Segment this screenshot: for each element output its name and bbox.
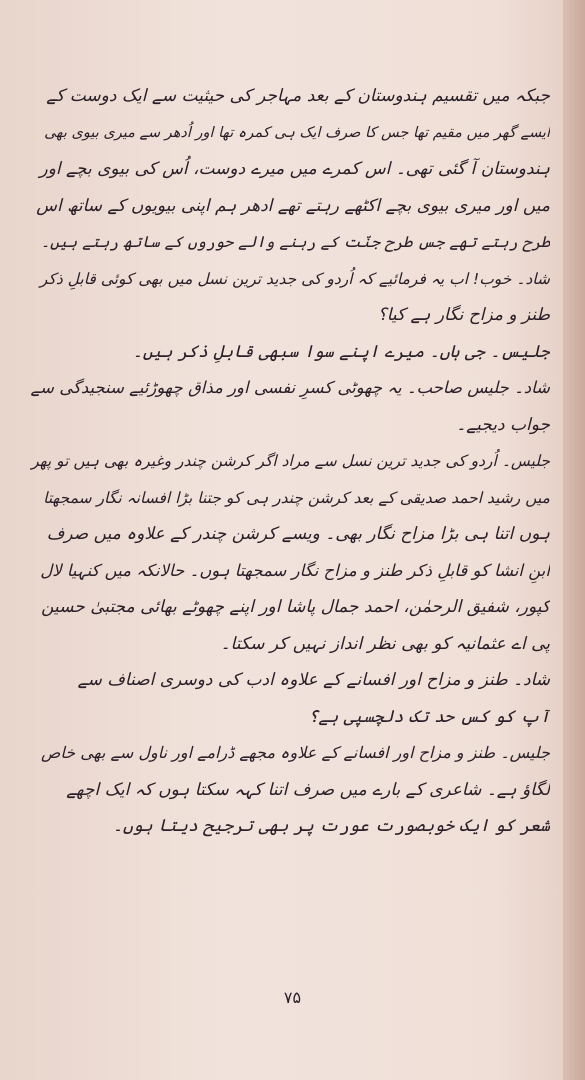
text-line: طنز و مزاح نگار ہے کیا؟ (377, 305, 550, 325)
text-line: کپور، شفیق الرحمٰن، احمد جمال پاشا اور اپنے چھوٹے بھائی مجتبیٰ حسین (41, 597, 550, 617)
text-line: شاد۔ طنز و مزاح اور افسانے کے علاوہ ادب کی دوسری اصناف سے (77, 670, 550, 690)
text-line: جلیس۔ اُردو کی جدید ترین نسل سے مراد اگر کرشن چندر وغیرہ بھی ہیں تو پھر (31, 452, 550, 470)
text-line: جبکہ میں تقسیم ہندوستان کے بعد مہاجر کی حیثیت سے ایک دوست کے (46, 86, 550, 106)
text-line: میں اور میری بیوی بچے اکٹھے رہتے تھے ادھر ہم اپنی بیویوں کے ساتھ اس (36, 195, 550, 216)
page-number: ۷۵ (283, 988, 302, 1007)
text-line: پی اے عثمانیہ کو بھی نظر انداز نہیں کر سکتا۔ (220, 633, 550, 654)
text-line: ہوں اتنا ہی بڑا مزاح نگار بھی۔ ویسے کرشن چندر کے علاوہ میں صرف (46, 524, 550, 544)
page-text (30, 78, 550, 845)
text-line: شعر کو ایک خوبصورت عورت پر بھی ترجیح دیتا ہوں۔ (112, 816, 550, 836)
text-line: جواب دیجیے۔ (456, 414, 550, 435)
text-line: لگاؤ ہے۔ شاعری کے بارے میں صرف اتنا کہہ سکتا ہوں کہ ایک اچھے (66, 779, 550, 800)
text-line: آپ کو کس حد تک دلچسپی ہے؟ (308, 706, 550, 727)
book-spine-edge (563, 0, 585, 1080)
text-line: ابنِ انشا کو قابلِ ذکر طنز و مزاح نگار سمجھتا ہوں۔ حالانکہ میں کنہیا لال (40, 560, 550, 580)
text-line: ہندوستان آ گئی تھی۔ اس کمرے میں میرے دوست، اُس کی بیوی بچے اور (39, 159, 550, 179)
text-line: میں رشید احمد صدیقی کے بعد کرشن چندر ہی کو جتنا بڑا افسانہ نگار سمجھتا (43, 488, 550, 507)
text-line: جلیس۔ جی ہاں۔ میرے اپنے سوا سبھی قابلِ ذکر ہیں۔ (132, 341, 550, 362)
text-line: طرح رہتے تھے جس طرح جنّت کے رہنے والے حوروں کے ساتھ رہتے ہیں۔ (40, 233, 550, 251)
text-line: ایسے گھر میں مقیم تھا جس کا صرف ایک ہی کمرہ تھا اور اُدھر سے میری بیوی بھی (44, 124, 550, 141)
text-line: شاد۔ خوب! اب یہ فرمائیے کہ اُردو کی جدید ترین نسل میں بھی کوئی قابلِ ذکر (39, 269, 550, 288)
text-line: شاد۔ جلیس صاحب۔ یہ چھوٹی کسرِ نفسی اور مذاق چھوڑئیے سنجیدگی سے (30, 378, 550, 397)
text-line: جلیس۔ طنز و مزاح اور افسانے کے علاوہ مجھے ڈرامے اور ناول سے بھی خاص (41, 743, 550, 762)
